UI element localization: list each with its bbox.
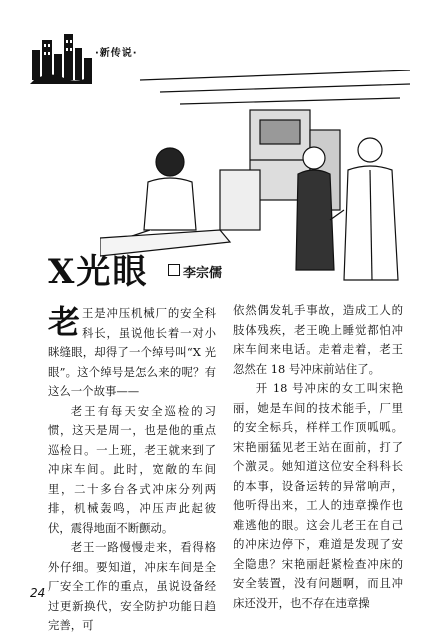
paragraph: [48, 304, 216, 402]
article-title: X光眼: [48, 252, 149, 292]
dropcap: 老: [48, 303, 81, 341]
section-label: ·新传说·: [95, 48, 138, 59]
paragraph: 老王一路慢慢走来，看得格外仔细。要知道，冲床车间是全厂安全工作的重点，虽说设备经过更新换代，安全防护功能日趋完善，可: [48, 540, 216, 632]
paragraph: 开 18 号冲床的女工叫宋艳丽，她是车间的技术能手，厂里的安全标兵，样样工作顶呱呱。宋艳丽猛见老王站在面前，打了个激灵。她知道这位安全科科长的本事，设备运转的异常响声，他听得出来，工人的违章操作也难逃他的眼。这会儿老王在自己的冲床边停下，难道是发现了安全隐患？宋艳丽赶紧检查冲床的安全装置，没有问题啊，而且冲床还没开，也不存在违章操: [233, 381, 403, 610]
paragraph: 依然偶发轧手事故，造成工人的肢体残疾，老王晚上睡觉都怕冲床车间来电话。走着走着，老王忽然在 18 号冲床前站住了。: [233, 303, 403, 376]
page-number: 24: [30, 586, 46, 600]
paragraph: 老王有每天安全巡检的习惯，这天是周一，也是他的重点巡检日。一上班，老王就来到了冲床车间。此时，宽敞的车间里，二十多台各式冲床分列两排，机械轰鸣，冲压声此起彼伏，震得地面不断颤动。: [48, 403, 216, 535]
right-column: [233, 301, 403, 613]
author-marker: [168, 264, 180, 276]
paragraph-text: 王是冲压机械厂的安全科科长，虽说他长着一对小眯缝眼，却得了一个绰号叫“X 光眼”。这个绰号是怎么来的呢？有这么一个故事——: [48, 306, 216, 398]
left-column: [48, 304, 216, 636]
city-skyline-icon: [30, 30, 94, 84]
article-author: 李宗儒: [183, 266, 223, 281]
